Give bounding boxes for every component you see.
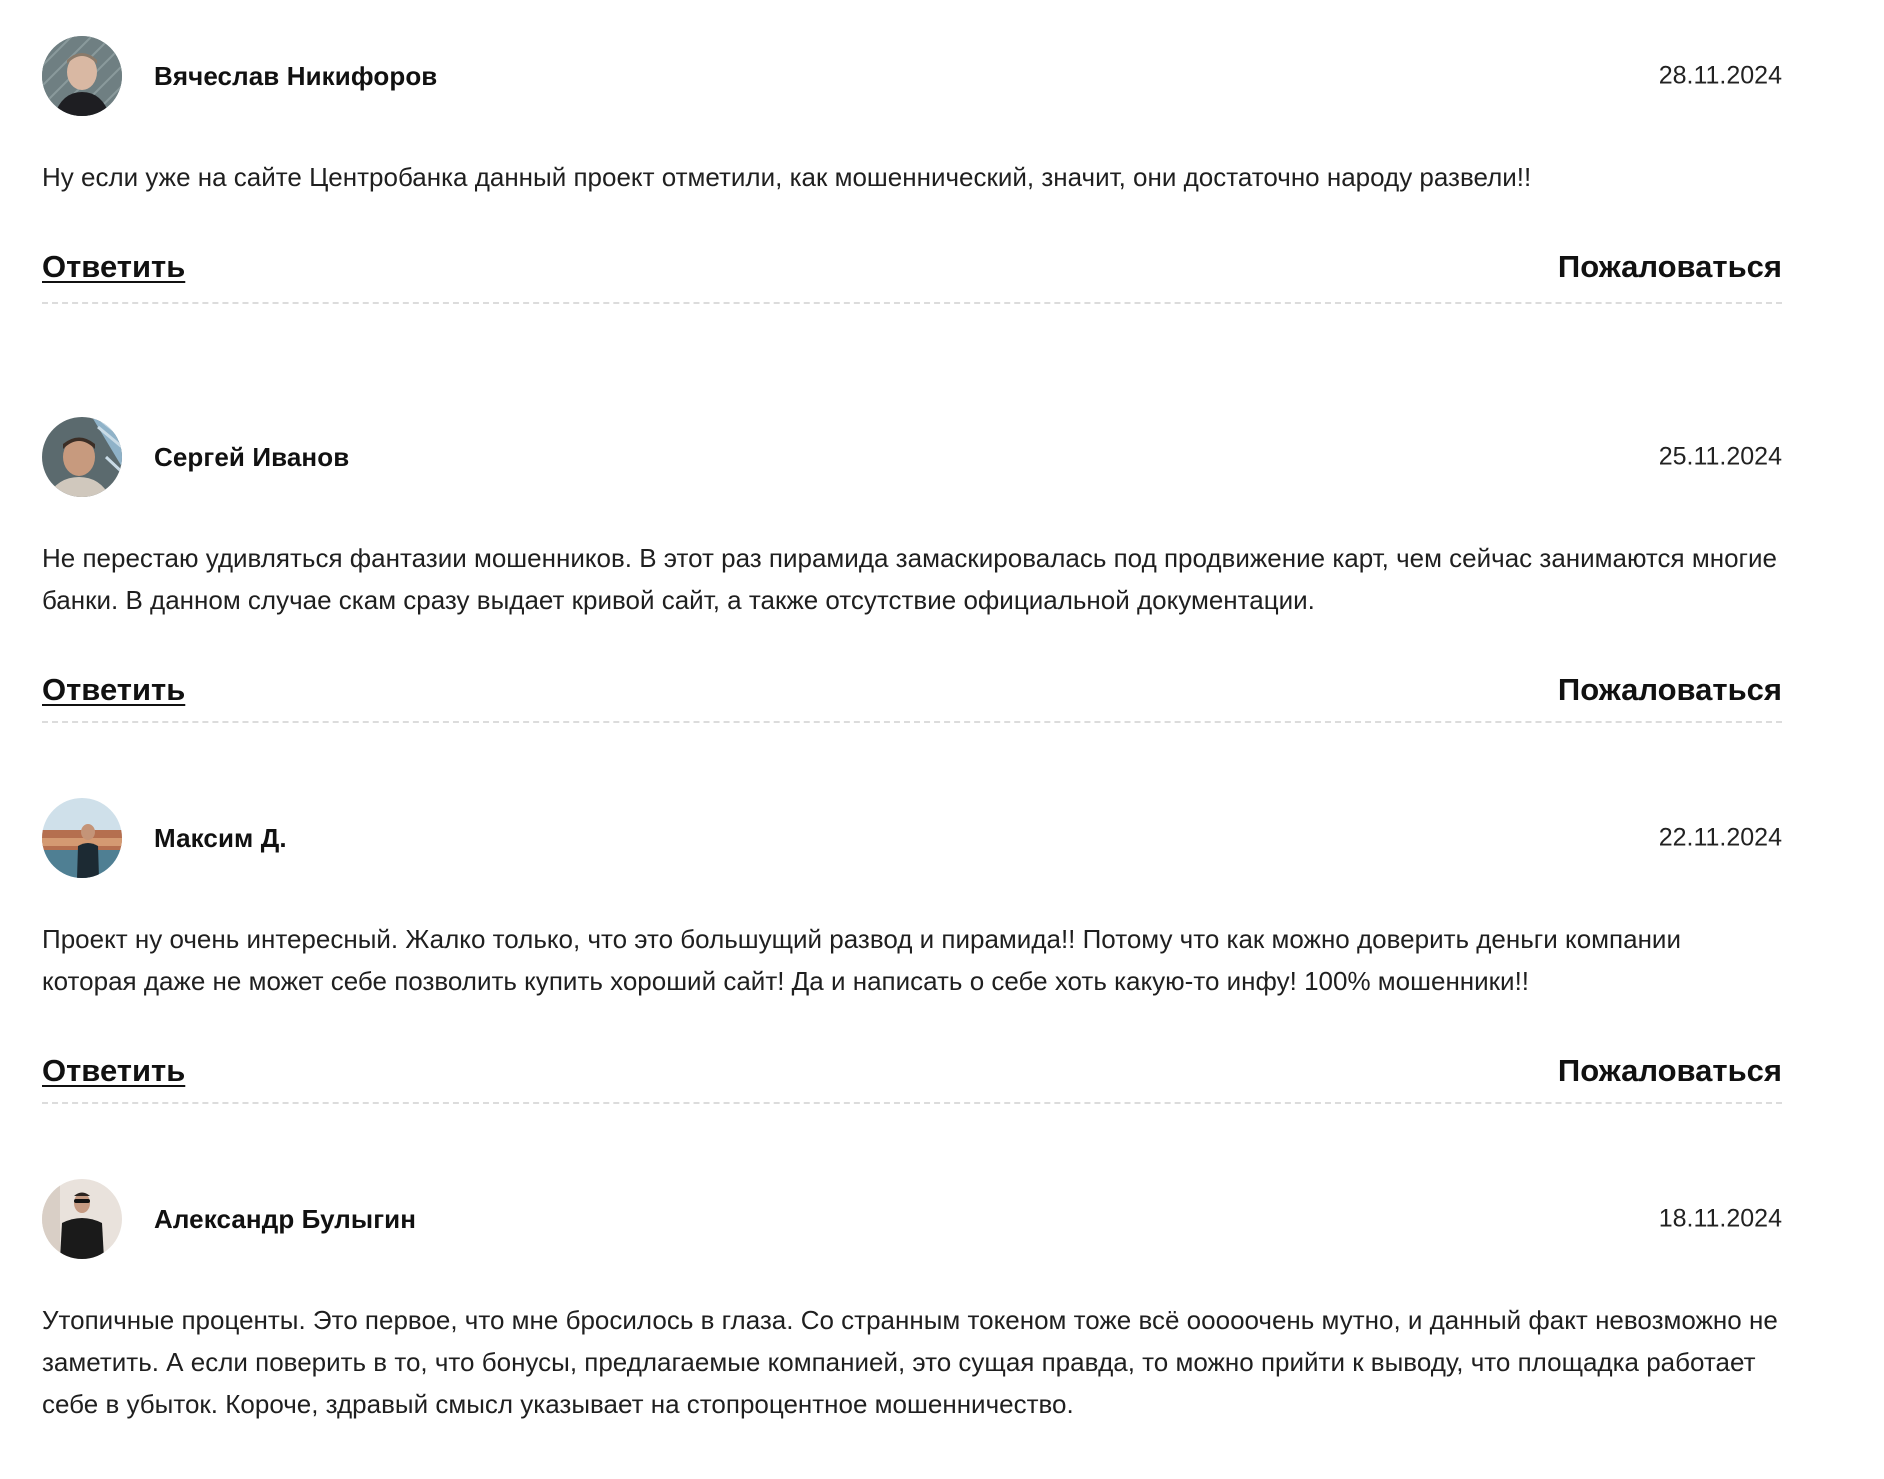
comment-text: Не перестаю удивляться фантазии мошенников. В этот раз пирамида замаскировалась под продвижение карт, чем сейчас занимаются многие банки. В данном случае скам сразу выдает кривой сайт, а также отсутствие официальной документации. bbox=[42, 543, 1778, 615]
comments-list bbox=[42, 36, 1782, 1479]
comment-item bbox=[42, 1179, 1782, 1479]
comment-actions bbox=[42, 249, 1782, 285]
avatar[interactable] bbox=[42, 798, 122, 878]
reply-link[interactable]: Ответить bbox=[42, 1053, 186, 1088]
comment-header bbox=[42, 36, 1782, 116]
author-name: Александр Булыгин bbox=[154, 1203, 417, 1234]
comment-item bbox=[42, 798, 1782, 1179]
report-button[interactable]: Пожаловаться bbox=[1557, 249, 1782, 284]
avatar[interactable] bbox=[42, 36, 122, 116]
comment-item bbox=[42, 36, 1782, 417]
divider bbox=[42, 302, 1782, 304]
comment-header bbox=[42, 798, 1782, 878]
comment-item bbox=[42, 417, 1782, 798]
comment-text: Утопичные проценты. Это первое, что мне бросилось в глаза. Со странным токеном тоже всё ооооочень мутно, и данный факт невозможно не заметить. А если поверить в то, что бонусы, предлагаемые компанией, это сущая правда, то можно прийти к выводу, что площадка работает себе в убыток. Короче, здравый смысл указывает на стопроцентное мошенничество. bbox=[42, 1305, 1778, 1419]
comment-header bbox=[42, 417, 1782, 497]
avatar[interactable] bbox=[42, 1179, 122, 1259]
comment-text: Ну если уже на сайте Центробанка данный проект отметили, как мошеннический, значит, они достаточно народу развели!! bbox=[42, 162, 1532, 192]
divider bbox=[42, 1102, 1782, 1104]
comment-header bbox=[42, 1179, 1782, 1259]
comment-date: 22.11.2024 bbox=[1658, 823, 1782, 852]
author-name: Сергей Иванов bbox=[154, 441, 350, 472]
author-name: Максим Д. bbox=[154, 822, 287, 853]
comment-text: Проект ну очень интересный. Жалко только, что это большущий развод и пирамида!! Потому что как можно доверить деньги компании которая даже не может себе позволить купить хороший сайт! Да и написать о себе хоть какую-то инфу! 100% мошенники!! bbox=[42, 924, 1681, 996]
reply-link[interactable]: Ответить bbox=[42, 672, 186, 707]
divider bbox=[42, 721, 1782, 723]
comment-actions bbox=[42, 672, 1782, 708]
comment-actions bbox=[42, 1053, 1782, 1089]
comment-date: 28.11.2024 bbox=[1658, 61, 1782, 90]
report-button[interactable]: Пожаловаться bbox=[1557, 1053, 1782, 1088]
comment-date: 25.11.2024 bbox=[1658, 442, 1782, 471]
avatar[interactable] bbox=[42, 417, 122, 497]
reply-link[interactable]: Ответить bbox=[42, 249, 186, 284]
report-button[interactable]: Пожаловаться bbox=[1557, 672, 1782, 707]
comment-date: 18.11.2024 bbox=[1658, 1204, 1782, 1233]
author-name: Вячеслав Никифоров bbox=[154, 60, 438, 91]
